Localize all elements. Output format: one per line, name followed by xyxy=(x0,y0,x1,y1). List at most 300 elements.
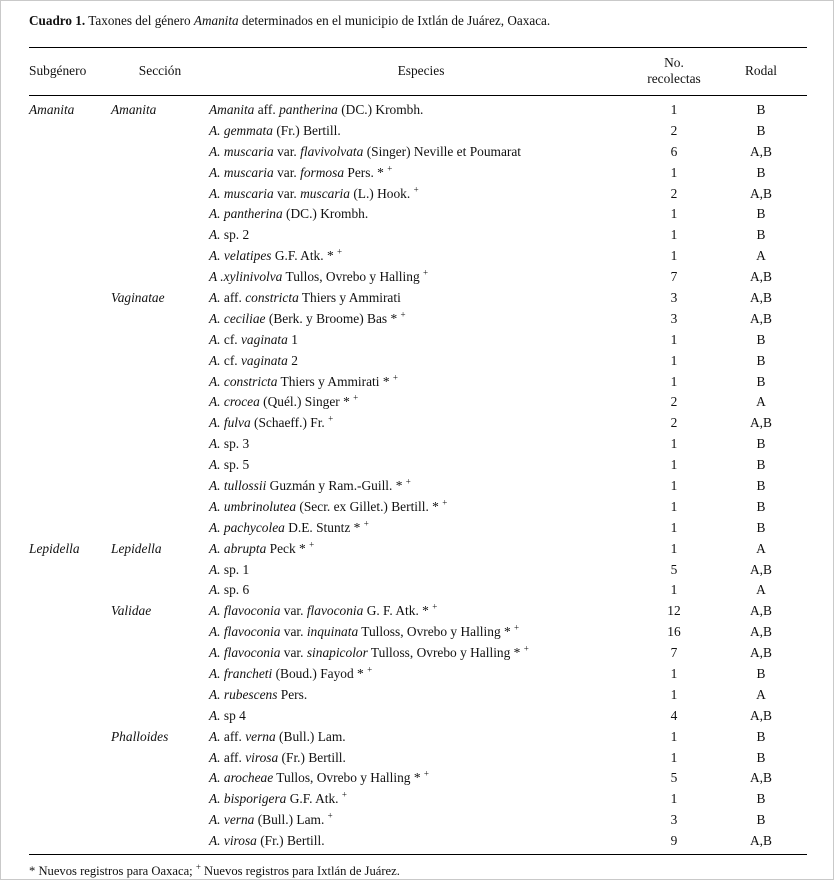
cell-collections: 1 xyxy=(670,477,678,493)
text-segment: + xyxy=(309,539,315,550)
cell-collections: 1 xyxy=(670,352,678,368)
text-segment: pantherina xyxy=(279,101,338,117)
text-segment: var. xyxy=(280,603,307,619)
text-segment: G.F. Atk. xyxy=(286,791,342,807)
cell-section xyxy=(111,768,209,789)
cell-subgenus xyxy=(29,391,111,412)
cell-stand: A,B xyxy=(750,310,772,326)
text-segment: A. xyxy=(209,227,221,243)
text-segment: A. gemmata xyxy=(209,122,273,138)
cell-section xyxy=(111,433,209,454)
text-segment: (Quél.) Singer * xyxy=(259,394,354,410)
text-segment: A. xyxy=(209,436,221,452)
text-segment: + xyxy=(353,392,359,403)
cell-collections: 3 xyxy=(670,812,678,828)
cell-collections: 1 xyxy=(670,373,678,389)
cell-species xyxy=(209,747,633,768)
cell-subgenus xyxy=(29,141,111,162)
cell-stand: B xyxy=(756,122,766,138)
text-segment: A. muscaria xyxy=(209,164,274,180)
cell-subgenus xyxy=(29,788,111,809)
text-segment: aff. xyxy=(254,101,280,117)
cell-subgenus xyxy=(29,162,111,183)
text-segment: G. F. Atk. * xyxy=(363,603,433,619)
cell-collections: 1 xyxy=(670,686,678,702)
text-segment: A. flavoconia xyxy=(209,645,281,661)
text-segment: + xyxy=(442,497,448,508)
cell-stand: B xyxy=(756,519,766,535)
cell-stand: A,B xyxy=(750,645,772,661)
table-row xyxy=(29,768,807,789)
cell-species xyxy=(209,203,633,224)
table-row xyxy=(29,705,807,726)
table-body xyxy=(29,96,807,855)
text-segment: Taxones del género xyxy=(85,13,194,28)
cell-section xyxy=(111,579,209,600)
text-segment: Pers. * xyxy=(344,164,388,180)
text-segment: + xyxy=(405,476,411,487)
cell-subgenus xyxy=(29,600,111,621)
cell-stand: B xyxy=(756,457,766,473)
cell-collections: 1 xyxy=(670,665,678,681)
text-segment: var. xyxy=(280,624,307,640)
cell-species xyxy=(209,350,633,371)
cell-species xyxy=(209,371,633,392)
text-segment: + xyxy=(337,246,343,257)
cell-section xyxy=(111,308,209,329)
cell-species xyxy=(209,768,633,789)
table-row xyxy=(29,830,807,854)
text-segment: + xyxy=(328,413,334,424)
cell-collections: 7 xyxy=(670,645,678,661)
text-segment: (Bull.) Lam. xyxy=(275,728,346,744)
cell-stand: B xyxy=(756,101,766,117)
cell-subgenus xyxy=(29,412,111,433)
text-segment: A. xyxy=(209,582,221,598)
table-row xyxy=(29,245,807,266)
cell-section xyxy=(111,788,209,809)
text-segment: A. umbrinolutea xyxy=(209,498,297,514)
text-segment: + xyxy=(195,861,201,872)
header-collections-line2: recolectas xyxy=(647,71,701,86)
cell-stand: B xyxy=(756,477,766,493)
cell-stand: A xyxy=(756,248,766,264)
cell-species xyxy=(209,621,633,642)
cell-stand: B xyxy=(756,665,766,681)
text-segment: (DC.) Krombh. xyxy=(337,101,424,117)
cell-subgenus xyxy=(29,287,111,308)
text-segment: + xyxy=(523,643,529,654)
table-row xyxy=(29,203,807,224)
cell-stand: B xyxy=(756,812,766,828)
text-segment: A. xyxy=(209,707,221,723)
text-segment: Tullos, Ovrebo y Halling * xyxy=(273,770,424,786)
text-segment: + xyxy=(392,372,398,383)
cell-subgenus xyxy=(29,830,111,854)
cell-section xyxy=(111,203,209,224)
cell-collections: 1 xyxy=(670,331,678,347)
text-segment: (Fr.) Bertill. xyxy=(272,122,341,138)
cell-stand: B xyxy=(756,728,766,744)
cell-collections: 6 xyxy=(670,143,678,159)
cell-subgenus xyxy=(29,809,111,830)
text-segment: var. xyxy=(273,143,301,159)
table-caption-text xyxy=(85,13,550,28)
text-segment: + xyxy=(367,664,373,675)
header-species: Especies xyxy=(209,48,633,96)
cell-subgenus xyxy=(29,224,111,245)
text-segment: (Fr.) Bertill. xyxy=(256,833,325,849)
header-row xyxy=(29,48,807,96)
cell-subgenus xyxy=(29,705,111,726)
cell-subgenus xyxy=(29,726,111,747)
text-segment: 2 xyxy=(287,352,298,368)
cell-section xyxy=(111,350,209,371)
text-segment: + xyxy=(514,622,520,633)
cell-section xyxy=(111,830,209,854)
text-segment: A. pantherina xyxy=(209,206,283,222)
text-segment: Amanita xyxy=(193,13,239,28)
cell-section xyxy=(111,371,209,392)
cell-collections: 2 xyxy=(670,122,678,138)
text-segment: var. xyxy=(273,164,301,180)
cell-stand: A,B xyxy=(750,143,772,159)
text-segment: A. fulva xyxy=(209,415,251,431)
cell-section xyxy=(111,329,209,350)
cell-stand: A,B xyxy=(750,603,772,619)
cell-collections: 3 xyxy=(670,310,678,326)
text-segment: + xyxy=(341,789,347,800)
footnote xyxy=(29,861,805,879)
cell-subgenus xyxy=(29,517,111,538)
table-row xyxy=(29,747,807,768)
text-segment: A. flavoconia xyxy=(209,624,281,640)
cell-subgenus: Amanita xyxy=(29,101,75,117)
cell-species xyxy=(209,579,633,600)
cell-subgenus xyxy=(29,475,111,496)
table-row xyxy=(29,96,807,120)
text-segment: sp. 5 xyxy=(220,457,250,473)
text-segment: aff. xyxy=(220,728,246,744)
cell-species xyxy=(209,412,633,433)
table-header xyxy=(29,48,807,96)
cell-section: Phalloides xyxy=(111,728,169,744)
text-segment: (Bull.) Lam. xyxy=(254,812,328,828)
cell-section xyxy=(111,120,209,141)
cell-species xyxy=(209,538,633,559)
text-segment: cf. xyxy=(220,331,241,347)
text-segment: A. arocheae xyxy=(209,770,274,786)
cell-collections: 3 xyxy=(670,289,678,305)
cell-section xyxy=(111,183,209,204)
text-segment: + xyxy=(387,163,393,174)
text-segment: (Berk. y Broome) Bas * xyxy=(265,310,401,326)
header-collections xyxy=(633,48,715,96)
text-segment: (Secr. ex Gillet.) Bertill. * xyxy=(296,498,443,514)
cell-species xyxy=(209,433,633,454)
table-row xyxy=(29,454,807,475)
table-row xyxy=(29,579,807,600)
cell-stand: A,B xyxy=(750,770,772,786)
text-segment: + xyxy=(327,810,333,821)
text-segment: Tulloss, Ovrebo y Halling * xyxy=(367,645,524,661)
cell-species xyxy=(209,705,633,726)
cell-stand: A,B xyxy=(715,830,807,854)
text-segment: + xyxy=(413,184,419,195)
text-segment: inquinata xyxy=(306,624,359,640)
text-segment: Guzmán y Ram.-Guill. * xyxy=(266,477,406,493)
text-segment: (Boud.) Fayod * xyxy=(272,665,368,681)
cell-subgenus xyxy=(29,350,111,371)
cell-subgenus xyxy=(29,621,111,642)
table-row xyxy=(29,266,807,287)
cell-stand: B xyxy=(756,436,766,452)
text-segment: Thiers y Ammirati * xyxy=(277,373,393,389)
cell-subgenus xyxy=(29,454,111,475)
text-segment: A. velatipes xyxy=(209,248,272,264)
cell-subgenus xyxy=(29,433,111,454)
cell-collections: 1 xyxy=(670,206,678,222)
text-segment: + xyxy=(423,768,429,779)
text-segment: flavivolvata xyxy=(300,143,364,159)
table-row xyxy=(29,391,807,412)
cell-subgenus xyxy=(29,120,111,141)
table-row xyxy=(29,642,807,663)
cell-section xyxy=(111,684,209,705)
cell-section: Amanita xyxy=(111,101,157,117)
cell-stand: A xyxy=(756,540,766,556)
cell-stand: A,B xyxy=(750,624,772,640)
cell-section xyxy=(111,266,209,287)
cell-stand: A,B xyxy=(750,561,772,577)
text-segment: A. francheti xyxy=(209,665,273,681)
text-segment: A .xylinivolva xyxy=(209,269,283,285)
cell-section xyxy=(111,663,209,684)
cell-species xyxy=(209,684,633,705)
text-segment: Nuevos registros para Ixtlán de Juárez. xyxy=(200,864,400,879)
text-segment: A. xyxy=(209,457,221,473)
table-row xyxy=(29,684,807,705)
cell-subgenus xyxy=(29,768,111,789)
cell-species xyxy=(209,642,633,663)
text-segment: sp 4 xyxy=(220,707,246,723)
cell-species xyxy=(209,600,633,621)
cell-stand: B xyxy=(756,206,766,222)
cell-subgenus xyxy=(29,329,111,350)
table-row xyxy=(29,538,807,559)
cell-collections: 1 xyxy=(670,749,678,765)
table-row xyxy=(29,475,807,496)
table-row xyxy=(29,433,807,454)
table-row xyxy=(29,120,807,141)
text-segment: A. xyxy=(209,331,221,347)
text-segment: G.F. Atk. * xyxy=(271,248,337,264)
cell-species xyxy=(209,266,633,287)
cell-stand: B xyxy=(756,498,766,514)
text-segment: A. xyxy=(209,561,221,577)
table-row xyxy=(29,663,807,684)
text-segment: sinapicolor xyxy=(306,645,368,661)
cell-collections: 1 xyxy=(670,728,678,744)
text-segment: A. virosa xyxy=(209,833,257,849)
text-segment: sp. 6 xyxy=(220,582,250,598)
cell-stand: A xyxy=(756,394,766,410)
cell-stand: A,B xyxy=(750,707,772,723)
cell-subgenus xyxy=(29,266,111,287)
cell-subgenus: Lepidella xyxy=(29,540,80,556)
text-segment: (L.) Hook. xyxy=(349,185,414,201)
cell-section: Lepidella xyxy=(111,540,162,556)
header-subgenus: Subgénero xyxy=(29,48,111,96)
cell-subgenus xyxy=(29,203,111,224)
cell-section xyxy=(111,809,209,830)
text-segment: determinados en el municipio de Ixtlán de Juárez, Oaxaca. xyxy=(238,13,551,28)
cell-subgenus xyxy=(29,747,111,768)
cell-collections: 5 xyxy=(670,561,678,577)
cell-stand: B xyxy=(756,791,766,807)
cell-species xyxy=(209,496,633,517)
cell-species xyxy=(209,224,633,245)
text-segment: Tullos, Ovrebo y Halling xyxy=(282,269,423,285)
cell-collections: 1 xyxy=(670,248,678,264)
cell-stand: A,B xyxy=(750,185,772,201)
text-segment: A. rubescens xyxy=(209,686,278,702)
table-row xyxy=(29,621,807,642)
cell-subgenus xyxy=(29,663,111,684)
cell-stand: A,B xyxy=(750,269,772,285)
table-row xyxy=(29,412,807,433)
cell-collections: 2 xyxy=(670,415,678,431)
cell-subgenus xyxy=(29,308,111,329)
text-segment: Tulloss, Ovrebo y Halling * xyxy=(358,624,515,640)
text-segment: A. flavoconia xyxy=(209,603,281,619)
cell-species xyxy=(209,120,633,141)
cell-collections: 1 xyxy=(670,498,678,514)
cell-species xyxy=(209,329,633,350)
table-row xyxy=(29,308,807,329)
text-segment: + xyxy=(400,309,406,320)
table-row xyxy=(29,162,807,183)
text-segment: (Fr.) Bertill. xyxy=(278,749,346,765)
text-segment: vaginata xyxy=(240,331,288,347)
text-segment: cf. xyxy=(220,352,241,368)
text-segment: + xyxy=(423,267,429,278)
table-row xyxy=(29,183,807,204)
cell-species xyxy=(209,809,633,830)
cell-stand: A xyxy=(756,686,766,702)
cell-subgenus xyxy=(29,371,111,392)
text-segment: A. crocea xyxy=(209,394,260,410)
cell-section xyxy=(111,245,209,266)
table-row xyxy=(29,350,807,371)
cell-collections: 5 xyxy=(670,770,678,786)
text-segment: A. tullossii xyxy=(209,477,267,493)
text-segment: + xyxy=(432,601,438,612)
text-segment: Thiers y Ammirati xyxy=(298,289,401,305)
text-segment: A. muscaria xyxy=(209,185,274,201)
cell-species xyxy=(209,162,633,183)
cell-subgenus xyxy=(29,684,111,705)
text-segment: vaginata xyxy=(240,352,288,368)
table-row xyxy=(29,809,807,830)
cell-stand: B xyxy=(756,227,766,243)
cell-species xyxy=(209,391,633,412)
cell-collections: 9 xyxy=(633,830,715,854)
cell-species xyxy=(209,454,633,475)
table-caption xyxy=(29,13,805,29)
cell-species xyxy=(209,308,633,329)
table-row xyxy=(29,141,807,162)
cell-subgenus xyxy=(29,579,111,600)
cell-species xyxy=(209,559,633,580)
cell-stand: B xyxy=(756,373,766,389)
cell-collections: 1 xyxy=(670,457,678,473)
cell-stand: A xyxy=(756,582,766,598)
cell-species xyxy=(209,726,633,747)
text-segment: D.E. Stuntz * xyxy=(284,519,364,535)
cell-collections: 1 xyxy=(670,227,678,243)
cell-species xyxy=(209,287,633,308)
cell-species xyxy=(209,517,633,538)
header-section: Sección xyxy=(111,48,209,96)
text-segment: sp. 1 xyxy=(220,561,250,577)
text-segment: var. xyxy=(273,185,301,201)
cell-collections: 2 xyxy=(670,185,678,201)
cell-section xyxy=(111,642,209,663)
cell-stand: B xyxy=(756,164,766,180)
cell-collections: 7 xyxy=(670,269,678,285)
table-row xyxy=(29,329,807,350)
cell-stand: B xyxy=(756,749,766,765)
cell-section: Vaginatae xyxy=(111,289,165,305)
text-segment: (DC.) Krombh. xyxy=(282,206,369,222)
text-segment: flavoconia xyxy=(306,603,364,619)
cell-species xyxy=(209,830,633,854)
cell-section xyxy=(111,705,209,726)
text-segment: verna xyxy=(245,728,276,744)
text-segment: Pers. xyxy=(277,686,308,702)
table-caption-label: Cuadro 1. xyxy=(29,13,86,28)
text-segment: virosa xyxy=(245,749,279,765)
cell-species xyxy=(209,788,633,809)
cell-collections: 1 xyxy=(670,164,678,180)
cell-section xyxy=(111,517,209,538)
cell-species xyxy=(209,475,633,496)
table-row xyxy=(29,517,807,538)
cell-section xyxy=(111,747,209,768)
text-segment: constricta xyxy=(245,289,299,305)
text-segment: var. xyxy=(280,645,307,661)
text-segment: (Schaeff.) Fr. xyxy=(250,415,329,431)
cell-stand: A,B xyxy=(750,415,772,431)
cell-collections: 1 xyxy=(670,791,678,807)
cell-subgenus xyxy=(29,642,111,663)
cell-species xyxy=(209,245,633,266)
text-segment: aff. xyxy=(220,289,246,305)
cell-collections: 1 xyxy=(670,436,678,452)
table-row xyxy=(29,559,807,580)
cell-collections: 4 xyxy=(670,707,678,723)
text-segment: * Nuevos registros para Oaxaca; xyxy=(29,864,196,879)
table-row xyxy=(29,224,807,245)
cell-section xyxy=(111,412,209,433)
cell-stand: B xyxy=(756,331,766,347)
cell-species xyxy=(209,96,633,120)
cell-collections: 1 xyxy=(670,519,678,535)
cell-stand: B xyxy=(756,352,766,368)
cell-section xyxy=(111,391,209,412)
cell-section xyxy=(111,162,209,183)
